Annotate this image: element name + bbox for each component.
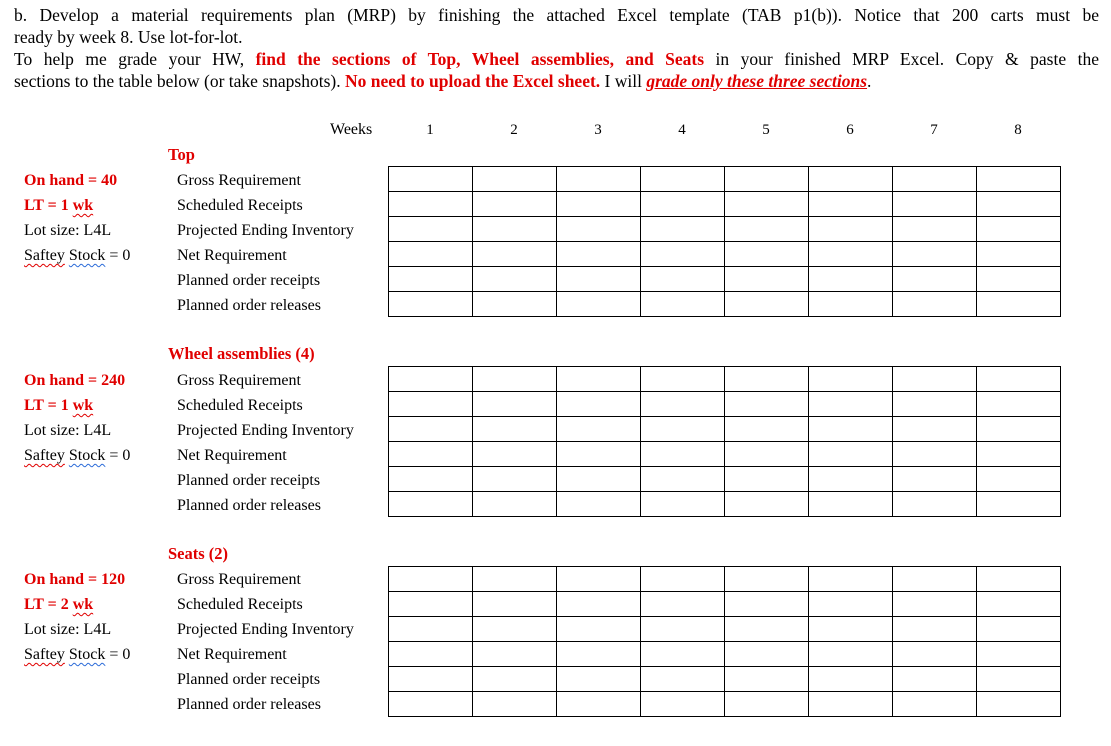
grid-cell[interactable] bbox=[725, 492, 809, 517]
on-hand: On hand = 40 bbox=[24, 172, 118, 189]
safety-value: = 0 bbox=[105, 646, 131, 663]
grid-cell[interactable] bbox=[473, 442, 557, 467]
week-number: 7 bbox=[930, 122, 938, 138]
grid-cell[interactable] bbox=[641, 367, 725, 392]
grid-cell[interactable] bbox=[473, 367, 557, 392]
instruction-emphasis: find the sections of Top, Wheel assemblies, and Seats bbox=[255, 49, 705, 69]
row-label: Scheduled Receipts bbox=[177, 197, 303, 214]
grid-cell[interactable] bbox=[977, 492, 1061, 517]
grid-cell[interactable] bbox=[725, 692, 809, 717]
grid-cell[interactable] bbox=[389, 667, 473, 692]
grid-cell[interactable] bbox=[641, 242, 725, 267]
grid-cell[interactable] bbox=[725, 617, 809, 642]
grid-cell[interactable] bbox=[725, 167, 809, 192]
grid-cell[interactable] bbox=[809, 592, 893, 617]
grid-cell[interactable] bbox=[725, 292, 809, 317]
grid-cell[interactable] bbox=[557, 192, 641, 217]
grid-cell[interactable] bbox=[389, 617, 473, 642]
grid-cell[interactable] bbox=[473, 692, 557, 717]
grid-cell[interactable] bbox=[725, 367, 809, 392]
grid-cell[interactable] bbox=[725, 442, 809, 467]
grid-cell[interactable] bbox=[473, 617, 557, 642]
grid-cell[interactable] bbox=[389, 217, 473, 242]
grid-cell[interactable] bbox=[641, 392, 725, 417]
week-number: 1 bbox=[426, 122, 434, 138]
grid-cell[interactable] bbox=[641, 492, 725, 517]
instruction-text: in your finished MRP Excel. Copy & paste the bbox=[704, 49, 1099, 69]
grid-cell[interactable] bbox=[557, 467, 641, 492]
grid-cell[interactable] bbox=[473, 667, 557, 692]
safety-stock bbox=[24, 642, 130, 667]
grid-cell[interactable] bbox=[809, 692, 893, 717]
grid-cell[interactable] bbox=[893, 242, 977, 267]
grid-row bbox=[389, 367, 1061, 392]
grid-cell[interactable] bbox=[809, 242, 893, 267]
grid-row bbox=[389, 417, 1061, 442]
grid-cell[interactable] bbox=[641, 617, 725, 642]
stock-word: Stock bbox=[68, 247, 106, 264]
grid-cell[interactable] bbox=[557, 692, 641, 717]
weeks-label: Weeks bbox=[330, 121, 373, 138]
grid-cell[interactable] bbox=[473, 592, 557, 617]
grid-cell[interactable] bbox=[557, 642, 641, 667]
grid-cell[interactable] bbox=[641, 692, 725, 717]
grid-row bbox=[389, 392, 1061, 417]
grid-cell[interactable] bbox=[977, 217, 1061, 242]
row-label: Scheduled Receipts bbox=[177, 596, 303, 613]
grid-cell[interactable] bbox=[389, 417, 473, 442]
grid-cell[interactable] bbox=[725, 567, 809, 592]
grid-cell[interactable] bbox=[389, 592, 473, 617]
grid-cell[interactable] bbox=[473, 392, 557, 417]
grid-cell[interactable] bbox=[641, 292, 725, 317]
grid-cell[interactable] bbox=[893, 192, 977, 217]
safety-stock bbox=[24, 443, 130, 468]
grid-cell[interactable] bbox=[893, 292, 977, 317]
safety-word: Saftey bbox=[24, 646, 65, 663]
grid-cell[interactable] bbox=[977, 692, 1061, 717]
grid-cell[interactable] bbox=[893, 617, 977, 642]
grid-cell[interactable] bbox=[473, 267, 557, 292]
grid-cell[interactable] bbox=[389, 267, 473, 292]
grid-cell[interactable] bbox=[809, 392, 893, 417]
grid-cell[interactable] bbox=[389, 642, 473, 667]
grid-cell[interactable] bbox=[473, 567, 557, 592]
grid-cell[interactable] bbox=[893, 442, 977, 467]
grid-cell[interactable] bbox=[557, 267, 641, 292]
grid-cell[interactable] bbox=[389, 692, 473, 717]
section-title-wheel-assemblies: Wheel assemblies (4) bbox=[168, 344, 315, 363]
grid-row bbox=[389, 442, 1061, 467]
grid-cell[interactable] bbox=[977, 192, 1061, 217]
week-number: 5 bbox=[762, 122, 770, 138]
section-title-top: Top bbox=[168, 145, 195, 164]
week-number: 8 bbox=[1014, 122, 1022, 138]
grid-cell[interactable] bbox=[473, 417, 557, 442]
row-label: Planned order receipts bbox=[177, 472, 321, 489]
grid-cell[interactable] bbox=[557, 492, 641, 517]
grid-row bbox=[389, 692, 1061, 717]
on-hand: On hand = 240 bbox=[24, 372, 126, 389]
grid-cell[interactable] bbox=[389, 492, 473, 517]
grid-cell[interactable] bbox=[977, 467, 1061, 492]
grid-cell[interactable] bbox=[809, 192, 893, 217]
grid-cell[interactable] bbox=[557, 617, 641, 642]
grid-cell[interactable] bbox=[977, 242, 1061, 267]
row-label: Planned order receipts bbox=[177, 272, 321, 289]
grid-cell[interactable] bbox=[809, 167, 893, 192]
safety-word: Saftey bbox=[24, 247, 65, 264]
grid-cell[interactable] bbox=[977, 367, 1061, 392]
row-label: Projected Ending Inventory bbox=[177, 621, 354, 638]
mrp-grid-top bbox=[388, 166, 1061, 317]
grid-cell[interactable] bbox=[809, 567, 893, 592]
grid-row bbox=[389, 167, 1061, 192]
grid-cell[interactable] bbox=[893, 467, 977, 492]
grid-cell[interactable] bbox=[725, 192, 809, 217]
lead-time-value: LT = 2 bbox=[24, 596, 73, 613]
grid-cell[interactable] bbox=[641, 567, 725, 592]
grid-cell[interactable] bbox=[557, 442, 641, 467]
grid-cell[interactable] bbox=[641, 442, 725, 467]
grid-row bbox=[389, 617, 1061, 642]
grid-cell[interactable] bbox=[893, 417, 977, 442]
row-label: Projected Ending Inventory bbox=[177, 222, 354, 239]
grid-cell[interactable] bbox=[641, 592, 725, 617]
grid-cell[interactable] bbox=[557, 392, 641, 417]
grid-row bbox=[389, 242, 1061, 267]
row-label: Planned order receipts bbox=[177, 671, 321, 688]
instructions bbox=[14, 4, 1099, 92]
safety-stock bbox=[24, 243, 130, 268]
row-label: Scheduled Receipts bbox=[177, 397, 303, 414]
grid-cell[interactable] bbox=[641, 167, 725, 192]
row-label: Planned order releases bbox=[177, 497, 321, 514]
section-title-seats: Seats (2) bbox=[168, 544, 229, 563]
row-label: Planned order releases bbox=[177, 696, 321, 713]
grid-cell[interactable] bbox=[389, 442, 473, 467]
row-labels-wheel-assemblies bbox=[177, 368, 354, 518]
safety-value: = 0 bbox=[105, 447, 131, 464]
grid-cell[interactable] bbox=[473, 167, 557, 192]
lot-size: Lot size: L4L bbox=[24, 422, 112, 439]
lead-time-unit: wk bbox=[72, 397, 94, 414]
stock-word: Stock bbox=[68, 646, 106, 663]
section-info-seats bbox=[24, 567, 130, 667]
grid-cell[interactable] bbox=[893, 367, 977, 392]
row-label: Gross Requirement bbox=[177, 571, 301, 588]
row-label: Net Requirement bbox=[177, 447, 287, 464]
grid-cell[interactable] bbox=[389, 567, 473, 592]
grid-cell[interactable] bbox=[893, 217, 977, 242]
grid-row bbox=[389, 667, 1061, 692]
lead-time bbox=[24, 193, 130, 218]
grid-cell[interactable] bbox=[473, 467, 557, 492]
grid-cell[interactable] bbox=[809, 492, 893, 517]
grid-cell[interactable] bbox=[977, 167, 1061, 192]
grid-cell[interactable] bbox=[557, 292, 641, 317]
row-label: Gross Requirement bbox=[177, 172, 301, 189]
grid-cell[interactable] bbox=[809, 617, 893, 642]
grid-row bbox=[389, 492, 1061, 517]
grid-cell[interactable] bbox=[725, 392, 809, 417]
grid-cell[interactable] bbox=[809, 417, 893, 442]
grid-cell[interactable] bbox=[809, 642, 893, 667]
grid-row bbox=[389, 192, 1061, 217]
grid-cell[interactable] bbox=[893, 492, 977, 517]
safety-value: = 0 bbox=[105, 247, 131, 264]
instruction-text: sections to the table below (or take snapshots). bbox=[14, 71, 345, 91]
grid-cell[interactable] bbox=[977, 667, 1061, 692]
grid-cell[interactable] bbox=[725, 592, 809, 617]
row-label: Projected Ending Inventory bbox=[177, 422, 354, 439]
instruction-text: . bbox=[867, 71, 872, 91]
grid-cell[interactable] bbox=[893, 267, 977, 292]
grid-cell[interactable] bbox=[557, 567, 641, 592]
grid-cell[interactable] bbox=[725, 417, 809, 442]
grid-cell[interactable] bbox=[893, 642, 977, 667]
row-label: Planned order releases bbox=[177, 297, 321, 314]
grid-cell[interactable] bbox=[641, 467, 725, 492]
grid-cell[interactable] bbox=[893, 667, 977, 692]
instruction-line-1: b. Develop a material requirements plan (MRP) by finishing the attached Excel template (TAB p1(b)). Notice that 200 carts must be bbox=[14, 5, 1099, 25]
grid-cell[interactable] bbox=[809, 267, 893, 292]
instruction-line-2: ready by week 8. Use lot-for-lot. bbox=[14, 27, 243, 47]
lot-size: Lot size: L4L bbox=[24, 621, 112, 638]
grid-cell[interactable] bbox=[977, 292, 1061, 317]
grid-row bbox=[389, 567, 1061, 592]
grid-cell[interactable] bbox=[557, 367, 641, 392]
grid-cell[interactable] bbox=[557, 217, 641, 242]
grid-cell[interactable] bbox=[977, 617, 1061, 642]
grid-cell[interactable] bbox=[389, 367, 473, 392]
grid-row bbox=[389, 467, 1061, 492]
grid-cell[interactable] bbox=[641, 667, 725, 692]
grid-cell[interactable] bbox=[809, 217, 893, 242]
grid-row bbox=[389, 592, 1061, 617]
grid-cell[interactable] bbox=[809, 667, 893, 692]
grid-cell[interactable] bbox=[473, 492, 557, 517]
section-info-top bbox=[24, 168, 130, 268]
grid-cell[interactable] bbox=[389, 292, 473, 317]
grid-cell[interactable] bbox=[893, 592, 977, 617]
grid-row bbox=[389, 267, 1061, 292]
row-labels-top bbox=[177, 168, 354, 318]
instruction-emphasis-underlined: grade only these three sections bbox=[646, 71, 868, 91]
grid-cell[interactable] bbox=[977, 392, 1061, 417]
grid-cell[interactable] bbox=[725, 267, 809, 292]
grid-cell[interactable] bbox=[389, 167, 473, 192]
grid-cell[interactable] bbox=[641, 417, 725, 442]
week-number: 6 bbox=[846, 122, 854, 138]
instruction-line-4 bbox=[14, 70, 1099, 92]
grid-row bbox=[389, 292, 1061, 317]
instruction-line-3 bbox=[14, 48, 1099, 70]
week-number: 3 bbox=[594, 122, 602, 138]
lead-time-value: LT = 1 bbox=[24, 397, 73, 414]
section-info-wheel-assemblies bbox=[24, 368, 130, 468]
mrp-grid-seats bbox=[388, 566, 1061, 717]
grid-cell[interactable] bbox=[893, 567, 977, 592]
lead-time bbox=[24, 592, 130, 617]
grid-row bbox=[389, 642, 1061, 667]
grid-cell[interactable] bbox=[977, 567, 1061, 592]
grid-cell[interactable] bbox=[473, 192, 557, 217]
row-labels-seats bbox=[177, 567, 354, 717]
grid-cell[interactable] bbox=[641, 217, 725, 242]
stock-word: Stock bbox=[68, 447, 106, 464]
grid-cell[interactable] bbox=[389, 392, 473, 417]
grid-cell[interactable] bbox=[809, 367, 893, 392]
grid-cell[interactable] bbox=[977, 442, 1061, 467]
instruction-text: I will bbox=[600, 71, 647, 91]
grid-cell[interactable] bbox=[893, 692, 977, 717]
instruction-text: To help me grade your HW, bbox=[14, 49, 256, 69]
row-label: Net Requirement bbox=[177, 646, 287, 663]
grid-cell[interactable] bbox=[389, 192, 473, 217]
grid-cell[interactable] bbox=[557, 242, 641, 267]
grid-cell[interactable] bbox=[809, 292, 893, 317]
grid-cell[interactable] bbox=[641, 267, 725, 292]
grid-cell[interactable] bbox=[389, 242, 473, 267]
grid-cell[interactable] bbox=[977, 592, 1061, 617]
lead-time bbox=[24, 393, 130, 418]
grid-cell[interactable] bbox=[557, 167, 641, 192]
lead-time-unit: wk bbox=[72, 596, 94, 613]
grid-cell[interactable] bbox=[557, 667, 641, 692]
grid-cell[interactable] bbox=[977, 417, 1061, 442]
grid-cell[interactable] bbox=[473, 242, 557, 267]
grid-cell[interactable] bbox=[725, 667, 809, 692]
grid-cell[interactable] bbox=[893, 167, 977, 192]
grid-cell[interactable] bbox=[473, 292, 557, 317]
row-label: Gross Requirement bbox=[177, 372, 301, 389]
grid-cell[interactable] bbox=[893, 392, 977, 417]
grid-cell[interactable] bbox=[725, 217, 809, 242]
instruction-emphasis: No need to upload the Excel sheet. bbox=[344, 71, 601, 91]
lead-time-value: LT = 1 bbox=[24, 197, 73, 214]
grid-cell[interactable] bbox=[809, 467, 893, 492]
grid-cell[interactable] bbox=[641, 192, 725, 217]
grid-cell[interactable] bbox=[473, 642, 557, 667]
row-label: Net Requirement bbox=[177, 247, 287, 264]
grid-cell[interactable] bbox=[977, 642, 1061, 667]
week-number: 2 bbox=[510, 122, 518, 138]
grid-cell[interactable] bbox=[641, 642, 725, 667]
grid-cell[interactable] bbox=[389, 467, 473, 492]
grid-cell[interactable] bbox=[557, 417, 641, 442]
grid-cell[interactable] bbox=[725, 467, 809, 492]
lot-size: Lot size: L4L bbox=[24, 222, 112, 239]
grid-row bbox=[389, 217, 1061, 242]
safety-word: Saftey bbox=[24, 447, 65, 464]
mrp-grid-wheel-assemblies bbox=[388, 366, 1061, 517]
lead-time-unit: wk bbox=[72, 197, 94, 214]
week-number: 4 bbox=[678, 122, 686, 138]
grid-cell[interactable] bbox=[473, 217, 557, 242]
grid-cell[interactable] bbox=[725, 642, 809, 667]
on-hand: On hand = 120 bbox=[24, 571, 126, 588]
grid-cell[interactable] bbox=[809, 442, 893, 467]
grid-cell[interactable] bbox=[557, 592, 641, 617]
grid-cell[interactable] bbox=[725, 242, 809, 267]
grid-cell[interactable] bbox=[977, 267, 1061, 292]
